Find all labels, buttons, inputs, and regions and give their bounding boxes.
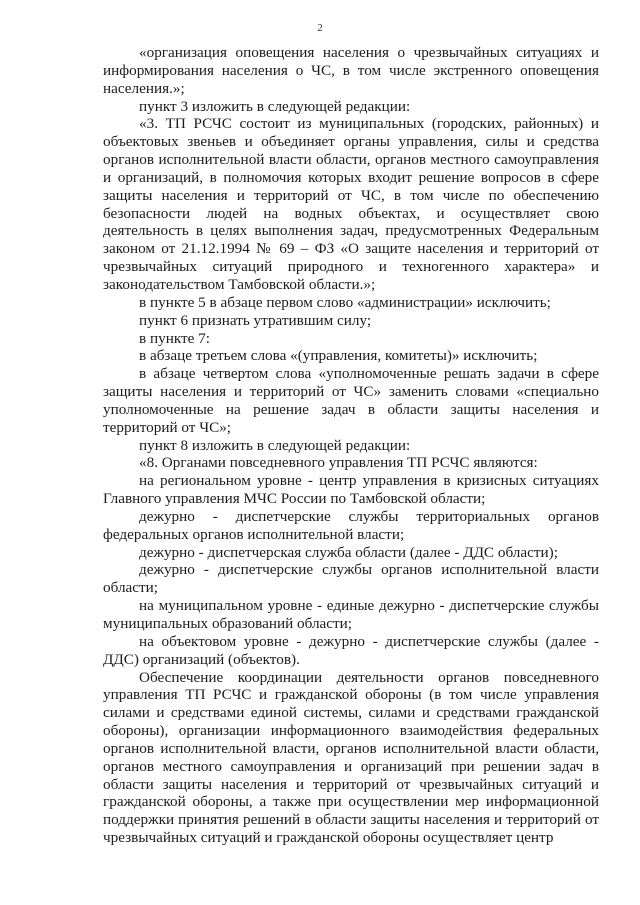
page-number: 2 (317, 22, 323, 34)
paragraph: «организация оповещения населения о чрезвычайных ситуациях и информирования населения о ЧС, в том числе экстренного оповещения населения.»; (103, 44, 599, 97)
document-body (103, 44, 599, 847)
paragraph: в абзаце третьем слова «(управления, комитеты)» исключить; (139, 347, 538, 365)
paragraph: дежурно - диспетчерские службы органов исполнительной власти области; (103, 561, 599, 597)
paragraph: в пункте 7: (139, 329, 210, 347)
paragraph: пункт 3 изложить в следующей редакции: (139, 97, 411, 115)
paragraph: дежурно - диспетчерская служба области (далее - ДДС области); (139, 543, 558, 561)
paragraph: в абзаце четвертом слова «уполномоченные решать задачи в сфере защиты населения и территорий от ЧС» заменить словами «специально уполномоченные на решение задач в области защиты населения и территорий от ЧС»; (103, 365, 599, 436)
paragraph: на региональном уровне - центр управления в кризисных ситуациях Главного управления МЧС России по Тамбовской области; (103, 472, 599, 508)
paragraph: дежурно - диспетчерские службы территориальных органов федеральных органов исполнительной власти; (103, 507, 599, 543)
paragraph: Обеспечение координации деятельности органов повседневного управления ТП РСЧС и гражданской обороны (в том числе управления силами и средствами единой системы, силами и средствами гражданской обороны), организации информационного взаимодействия федеральных органов исполнительной власти, органов исполнительной власти области, органов местного самоуправления и организаций при решении задач в области защиты населения и территорий от чрезвычайных ситуаций и гражданской обороны, а также при осуществлении мер информационной поддержки принятия решений в области защиты населения и территорий от чрезвычайных ситуаций и гражданской обороны осуществляет центр (103, 668, 599, 847)
paragraph: «8. Органами повседневного управления ТП РСЧС являются: (139, 454, 538, 472)
paragraph: на муниципальном уровне - единые дежурно - диспетчерские службы муниципальных образований области; (103, 597, 599, 632)
paragraph: пункт 6 признать утратившим силу; (139, 311, 372, 329)
paragraph: «3. ТП РСЧС состоит из муниципальных (городских, районных) и объектовых звеньев и объединяет органы управления, силы и средства органов исполнительной власти области, органов местного самоуправления и организаций, в полномочия которых входит решение вопросов в сфере защиты населения и территорий от ЧС, в том числе по обеспечению безопасности людей на водных объектах, и осуществляет свою деятельность в целях выполнения задач, предусмотренных Федеральным законом от 21.12.1994 № 69 – ФЗ «О защите населения и территорий от чрезвычайных ситуаций природного и техногенного характера» и законодательством Тамбовской области.»; (103, 115, 599, 293)
paragraph: на объектовом уровне - дежурно - диспетчерские службы (далее - ДДС) организаций (объектов). (103, 632, 599, 668)
paragraph: в пункте 5 в абзаце первом слово «администрации» исключить; (139, 293, 551, 311)
paragraph: пункт 8 изложить в следующей редакции: (139, 436, 411, 454)
